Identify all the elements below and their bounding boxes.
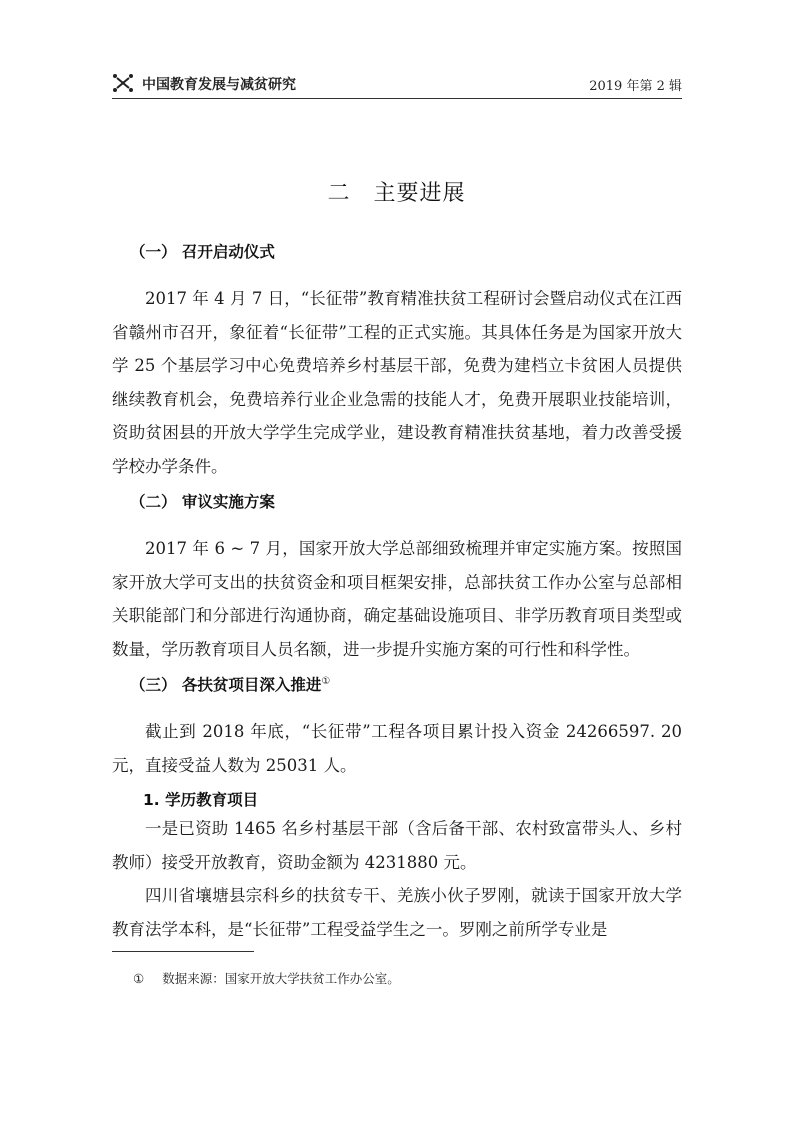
section-heading-1: （一） 召开启动仪式 bbox=[130, 243, 275, 261]
section-2-paragraph: 2017 年 6 ~ 7 月，国家开放大学总部细致梳理并审定实施方案。按照国家开放大学可支出的扶贫资金和项目框架安排，总部扶贫工作办公室与总部相关职能部门和分部进行沟通协商，确定基础设施项目、非学历教育项目类型或数量，学历教育项目人员名额，进一步提升实施方案的可行性和科学性。 bbox=[112, 539, 682, 659]
subsection-heading: 1. 学历教育项目 bbox=[143, 791, 259, 809]
subsection-paragraph-2: 四川省壤塘县宗科乡的扶贫专干、羌族小伙子罗刚，就读于国家开放大学教育法学本科，是“长征带”工程受益学生之一。罗刚之前所学专业是 bbox=[112, 886, 682, 939]
section-3-paragraph: 截止到 2018 年底，“长征带”工程各项目累计投入资金 24266597. 20 元，直接受益人数为 25031 人。 bbox=[112, 722, 682, 775]
chapter-title: 二 主要进展 bbox=[327, 181, 466, 206]
section-heading-3-text: （三） 各扶贫项目深入推进 bbox=[130, 676, 322, 694]
journal-name: 中国教育发展与减贫研究 bbox=[142, 77, 296, 93]
footnote-divider bbox=[112, 951, 254, 952]
section-1-paragraph: 2017 年 4 月 7 日，“长征带”教育精准扶贫工程研讨会暨启动仪式在江西省赣州市召开，象征着“长征带”工程的正式实施。其具体任务是为国家开放大学 25 个基层学习中心免费培养乡村基层干部，免费为建档立卡贫困人员提供继续教育机会，免费培养行业企业急需的技能人才，免费开展职业技能培训，资助贫困县的开放大学学生完成学业，建设教育精准扶贫基地，着力改善受援学校办学条件。 bbox=[112, 289, 682, 476]
section-heading-2: （二） 审议实施方案 bbox=[130, 493, 275, 511]
header-divider bbox=[112, 98, 682, 99]
running-header bbox=[112, 68, 682, 98]
footnote-text: 数据来源：国家开放大学扶贫工作办公室。 bbox=[162, 971, 400, 986]
section-heading-3 bbox=[130, 673, 330, 695]
subsection-paragraph-1: 一是已资助 1465 名乡村基层干部（含后备干部、农村致富带头人、乡村教师）接受开放教育，资助金额为 4231880 元。 bbox=[112, 819, 682, 872]
journal-logo-icon bbox=[112, 73, 134, 93]
issue-info: 2019 年第 2 辑 bbox=[589, 79, 682, 94]
footnote-mark: ① bbox=[133, 971, 145, 986]
footnote-reference[interactable]: ① bbox=[321, 675, 331, 687]
footnote bbox=[133, 969, 400, 987]
